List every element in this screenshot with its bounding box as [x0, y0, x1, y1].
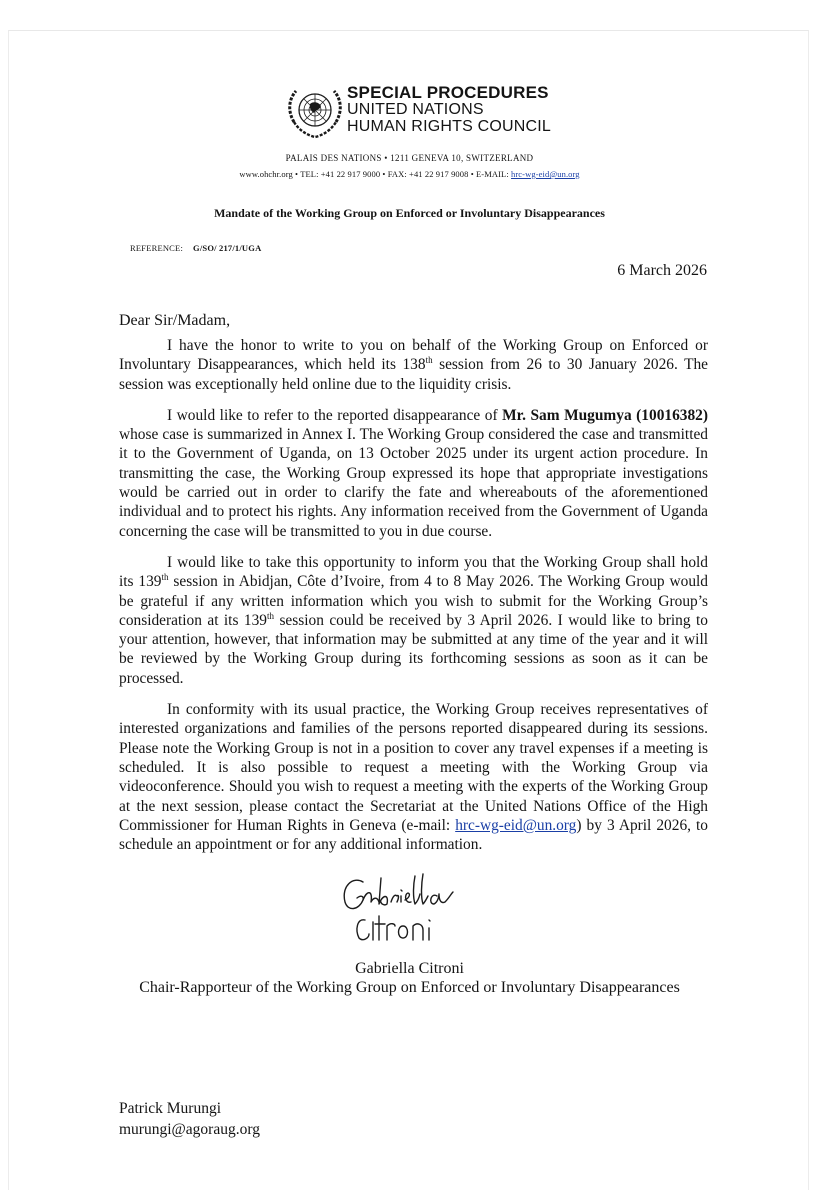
- letterhead-address: PALAIS DES NATIONS • 1211 GENEVA 10, SWITZERLAND: [285, 153, 534, 163]
- letter-body: [119, 336, 708, 866]
- letter-date: 6 March 2026: [617, 262, 707, 279]
- p2-text-b: whose case is summarized in Annex I. The Working Group considered the case and transmitted it to the Government of Uganda, on 13 October 2025 under its urgent action procedure. In transmitting the case, the Working Group expressed its hope that appropriate investigations would be carried out in order to clarify the fate and whereabouts of the aforementioned individual and to protect his rights. Any information received from the Government of Uganda concerning the case will be transmitted to you in due course.: [119, 426, 708, 540]
- un-emblem-icon: [284, 82, 346, 142]
- letterhead-special-procedures: SPECIAL PROCEDURES: [347, 83, 549, 102]
- paragraph-2: [119, 406, 708, 541]
- p1-text-a: I have the honor to write to you on behalf of the Working Group on Enforced or Involuntary Disappearances, which held its 138: [119, 337, 708, 374]
- paragraph-3: [119, 553, 708, 688]
- letterhead-contact: [0, 169, 819, 179]
- signer-title: Chair-Rapporteur of the Working Group on Enforced or Involuntary Disappearances: [139, 979, 680, 996]
- p2-text-a: I would like to refer to the reported disappearance of: [167, 406, 503, 424]
- mandate-title: Mandate of the Working Group on Enforced or Involuntary Disappearances: [214, 206, 605, 220]
- letterhead-text: [347, 84, 587, 135]
- p3-text-a: I would like to take this opportunity to inform you that the Working Group shall hold its 139: [119, 553, 708, 591]
- p1-text-b: session from 26 to 30 January 2026. The session was exceptionally held online due to the liquidity crisis.: [119, 356, 709, 393]
- p1-superscript: th: [425, 355, 433, 366]
- signer-name: Gabriella Citroni: [355, 960, 464, 977]
- reference-value: G/SO/ 217/1/UGA: [193, 243, 262, 253]
- letterhead-united-nations: UNITED NATIONS: [347, 101, 484, 118]
- p4-text-b: ) by 3 April 2026, to schedule an appointment or for any additional information.: [119, 816, 708, 854]
- reference-label: REFERENCE:: [130, 243, 184, 253]
- p3-superscript-2: th: [266, 610, 274, 621]
- contact-details: www.ohchr.org • TEL: +41 22 917 9000 • FAX: +41 22 917 9008 • E-MAIL:: [239, 169, 512, 179]
- p3-text-b: session in Abidjan, Côte d’Ivoire, from 4 to 8 May 2026. The Working Group would be grateful if any written information which you wish to submit for the Working Group’s consideration at its 139: [119, 573, 708, 629]
- reference-line: [130, 243, 261, 253]
- p4-text-a: In conformity with its usual practice, the Working Group receives representatives of interested organizations and families of the persons reported disappeared during its sessions. Please note the Working Group is not in a position to cover any travel expenses if a meeting is scheduled. It is also possible to request a meeting with the Working Group via videoconference. Should you wish to request a meeting with the experts of the Working Group at the next session, please contact the Secretariat at the United Nations Office of the High Commissioner for Human Rights in Geneva (e-mail:: [119, 701, 708, 834]
- disappeared-person-name: Mr. Sam Mugumya (10016382): [502, 406, 708, 424]
- handwritten-signature: [333, 868, 503, 958]
- p3-text-c: session could be received by 3 April 2026. I would like to bring to your attention, however, that information may be submitted at any time of the year and it will be reviewed by the Working Group during its forthcoming sessions as soon as it can be processed.: [119, 611, 708, 687]
- letterhead-hrc: HUMAN RIGHTS COUNCIL: [347, 118, 552, 135]
- contact-email-link[interactable]: hrc-wg-eid@un.org: [511, 169, 580, 179]
- recipient-name: Patrick Murungi: [119, 1100, 222, 1117]
- recipient-email: murungi@agoraug.org: [119, 1121, 260, 1138]
- salutation: Dear Sir/Madam,: [119, 312, 231, 329]
- paragraph-1: [119, 336, 708, 394]
- paragraph-4: [119, 700, 708, 854]
- secretariat-email-link[interactable]: hrc-wg-eid@un.org: [455, 816, 577, 834]
- p3-superscript-1: th: [161, 572, 169, 583]
